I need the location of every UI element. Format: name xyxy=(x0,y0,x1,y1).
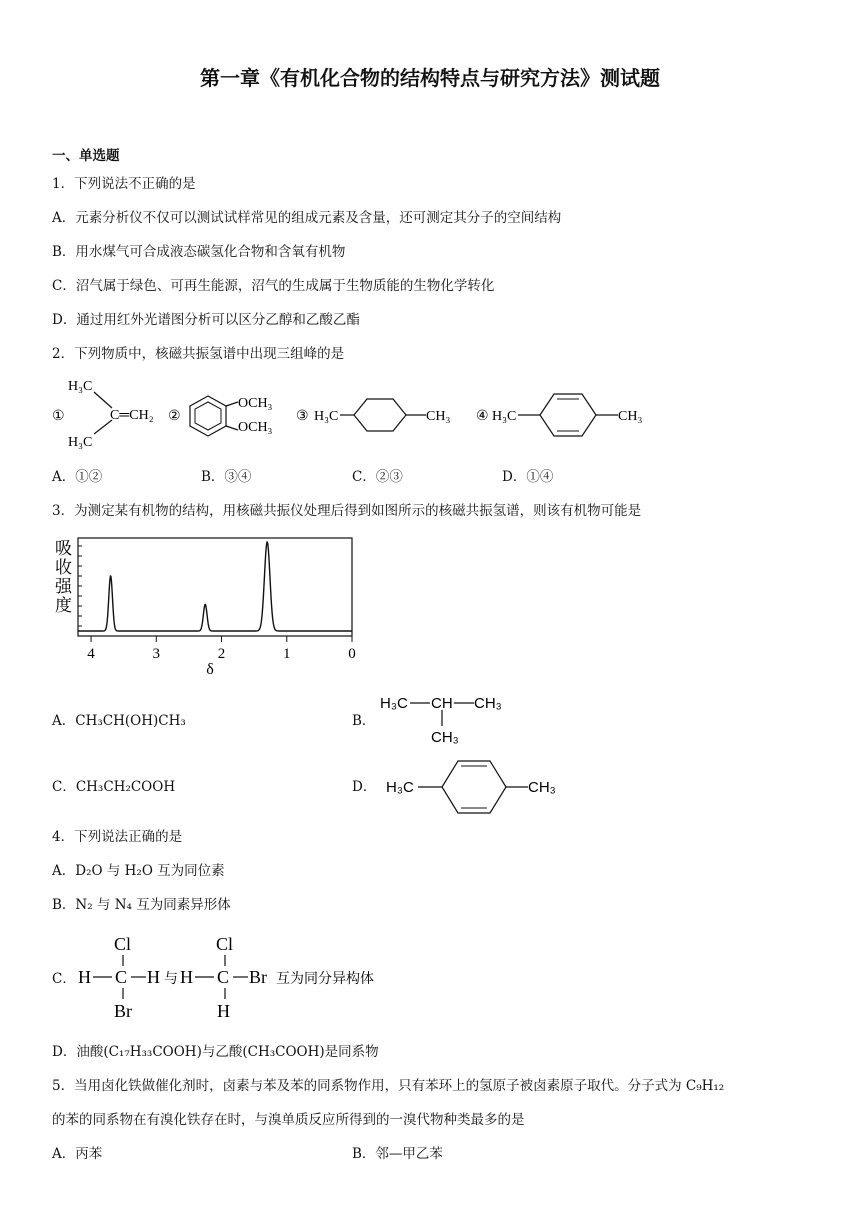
m2-methoxy-2: OCH₃ xyxy=(238,420,273,435)
c-connector-text: 与 xyxy=(164,972,178,987)
q4-option-a: A．D₂O 与 H₂O 互为同位素 xyxy=(52,863,225,879)
q5-option-b: B．邻—甲乙苯 xyxy=(352,1146,443,1162)
s1-bottom-br: Br xyxy=(114,1001,132,1021)
b-center-ch: CH xyxy=(431,695,453,712)
m4-left-methyl: H₃C xyxy=(492,409,517,424)
q3-option-d-label: D． xyxy=(352,779,377,795)
d-left-methyl: H₃C xyxy=(386,779,414,796)
x-tick-label: 3 xyxy=(152,646,161,662)
spectrum-line xyxy=(78,542,352,631)
q3-stem: 3．为测定某有机物的结构，用核磁共振仪处理后得到如图所示的核磁共振氢谱，则该有机物可能是 xyxy=(52,503,642,519)
s1-top-cl: Cl xyxy=(114,934,132,954)
mark-1: ① xyxy=(52,409,65,424)
q2-option-b: B．③④ xyxy=(201,469,252,485)
q3-option-d-structure xyxy=(380,752,570,816)
q5-line-1: 5．当用卤化铁做催化剂时，卤素与苯及苯的同系物作用，只有苯环上的氢原子被卤素原子取代。分子式为 C₉H₁₂ xyxy=(52,1078,725,1094)
q1-option-c: C．沼气属于绿色、可再生能源，沼气的生成属于生物质能的生物化学转化 xyxy=(52,278,495,294)
q5-line-2: 的苯的同系物在有溴化铁存在时，与溴单质反应所得到的一溴代物种类最多的是 xyxy=(52,1112,525,1128)
mark-3: ③ xyxy=(296,409,309,424)
mark-4: ④ xyxy=(476,409,489,424)
ylabel-char-2: 收 xyxy=(55,558,72,577)
q4-option-d: D．油酸(C₁₇H₃₃COOH)与乙酸(CH₃COOH)是同系物 xyxy=(52,1044,379,1060)
x-tick-label: 2 xyxy=(217,646,226,662)
x-tick-label: 1 xyxy=(283,646,291,662)
nmr-spectrum xyxy=(52,532,362,680)
ylabel-char-4: 度 xyxy=(55,596,72,615)
mark-2: ② xyxy=(168,409,181,424)
q4-stem: 4．下列说法正确的是 xyxy=(52,829,183,845)
q2-structures xyxy=(48,372,648,454)
s2-right-br: Br xyxy=(249,967,267,987)
d-right-methyl: CH₃ xyxy=(528,779,556,796)
s1-right-h: H xyxy=(147,967,160,987)
q3-option-b-structure xyxy=(376,688,516,748)
x-tick-label: 4 xyxy=(87,646,95,662)
s1-left-h: H xyxy=(78,967,91,987)
c-tail-text: 互为同分异构体 xyxy=(276,972,374,987)
b-down-methyl: CH₃ xyxy=(431,729,459,746)
q2-option-c: C．②③ xyxy=(352,469,403,485)
q1-option-d: D．通过用红外光谱图分析可以区分乙醇和乙酸乙酯 xyxy=(52,312,360,328)
m1-alkene: C═CH₂ xyxy=(110,408,154,423)
x-ticks xyxy=(87,636,355,662)
q2-stem: 2．下列物质中，核磁共振氢谱中出现三组峰的是 xyxy=(52,346,345,362)
m3-right-methyl: CH₃ xyxy=(426,409,451,424)
q3-option-a: A．CH₃CH(OH)CH₃ xyxy=(52,713,186,729)
m1-bottom-methyl: H₃C xyxy=(68,435,93,450)
b-right-methyl: CH₃ xyxy=(474,695,502,712)
plot-frame xyxy=(78,538,352,636)
section-heading: 一、单选题 xyxy=(52,148,120,164)
m4-right-methyl: CH₃ xyxy=(618,409,643,424)
x-axis-label: δ xyxy=(206,661,214,678)
s2-top-cl: Cl xyxy=(216,934,234,954)
s2-bottom-h: H xyxy=(217,1001,230,1021)
q1-option-a: A．元素分析仪不仅可以测试试样常见的组成元素及含量，还可测定其分子的空间结构 xyxy=(52,210,562,226)
x-tick-label: 0 xyxy=(348,646,356,662)
q2-option-d: D．①④ xyxy=(502,469,554,485)
b-left-methyl: H₃C xyxy=(380,695,408,712)
m2-methoxy-1: OCH₃ xyxy=(238,396,273,411)
m3-left-methyl: H₃C xyxy=(314,409,339,424)
page-title: 第一章《有机化合物的结构特点与研究方法》测试题 xyxy=(200,66,660,90)
q5-option-a: A．丙苯 xyxy=(52,1146,103,1162)
s2-left-h: H xyxy=(180,967,193,987)
q2-option-a: A．①② xyxy=(52,469,103,485)
q4-option-c-structures xyxy=(74,928,394,1022)
q3-option-c: C．CH₃CH₂COOH xyxy=(52,779,176,795)
s1-center-c: C xyxy=(115,967,128,987)
q1-option-b: B．用水煤气可合成液态碳氢化合物和含氧有机物 xyxy=(52,244,346,260)
m1-top-methyl: H₃C xyxy=(68,379,93,394)
q3-option-b-label: B． xyxy=(352,713,376,729)
q4-option-b: B．N₂ 与 N₄ 互为同素异形体 xyxy=(52,897,231,913)
q4-option-c-label: C． xyxy=(52,971,76,987)
s2-center-c: C xyxy=(217,967,230,987)
ylabel-char-3: 强 xyxy=(55,577,72,596)
ylabel-char-1: 吸 xyxy=(55,539,72,558)
q1-stem: 1．下列说法不正确的是 xyxy=(52,176,196,192)
